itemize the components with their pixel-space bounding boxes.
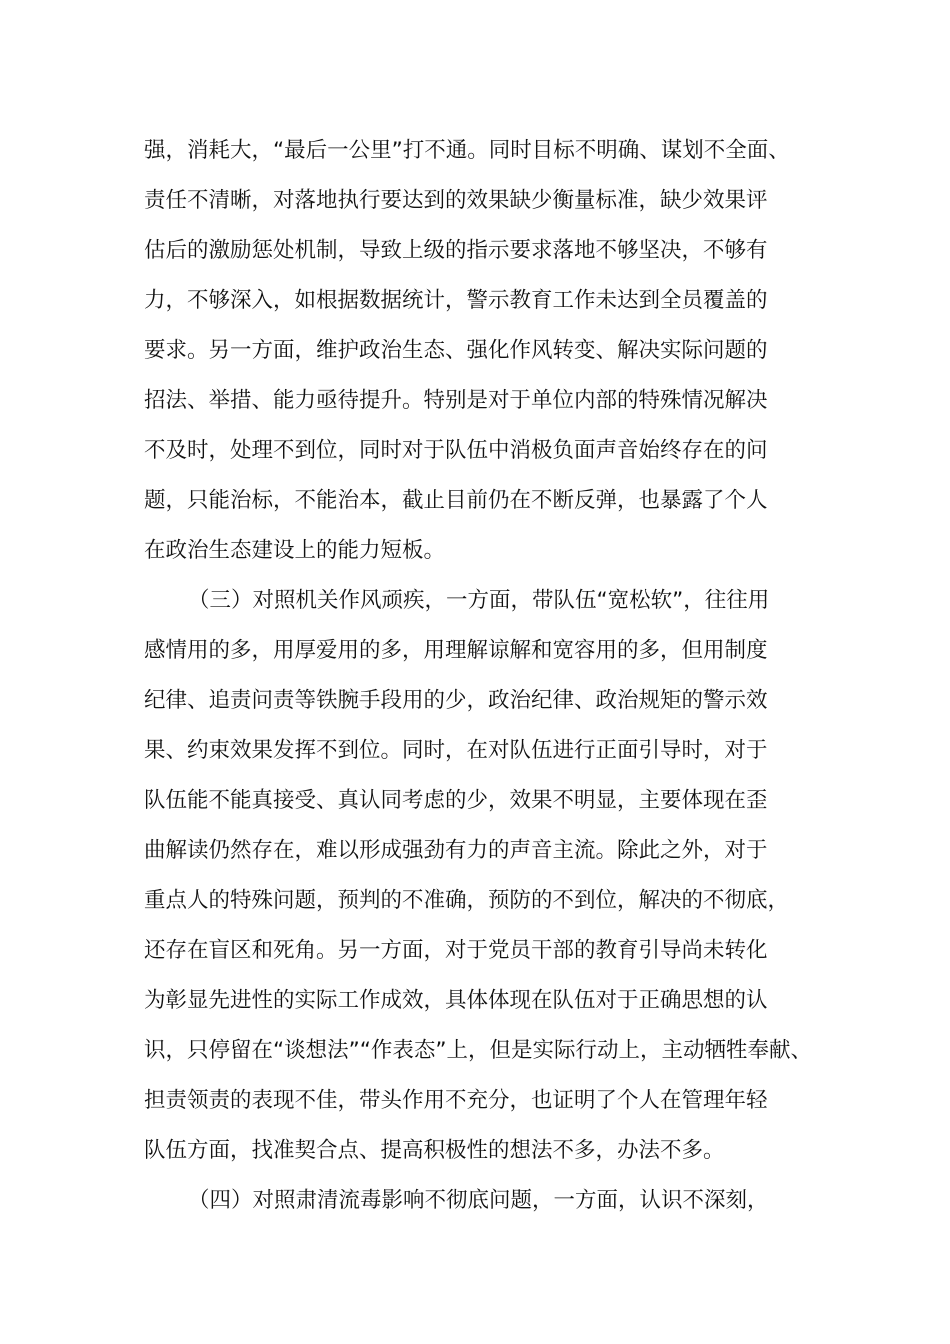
text-line: 还存在盲区和死角。另一方面，对于党员干部的教育引导尚未转化 (144, 938, 768, 963)
text-line: 重点人的特殊问题，预判的不准确，预防的不到位，解决的不彻底， (144, 888, 790, 913)
text-line: 队伍方面，找准契合点、提高积极性的想法不多，办法不多。 (144, 1138, 725, 1163)
text-line: 感情用的多，用厚爱用的多，用理解谅解和宽容用的多，但用制度 (144, 638, 768, 663)
text-line: 在政治生态建设上的能力短板。 (144, 538, 446, 563)
text-line: 担责领责的表现不佳，带头作用不充分，也证明了个人在管理年轻 (144, 1088, 768, 1113)
text-line: 纪律、追责问责等铁腕手段用的少，政治纪律、政治规矩的警示效 (144, 688, 768, 713)
text-line: 为彰显先进性的实际工作成效，具体体现在队伍对于正确思想的认 (144, 988, 768, 1013)
text-line: 识，只停留在“谈想法”“作表态”上，但是实际行动上，主动牺牲奉献、 (144, 1038, 813, 1063)
text-line: 招法、举措、能力亟待提升。特别是对于单位内部的特殊情况解决 (144, 388, 768, 413)
text-line: 责任不清晰，对落地执行要达到的效果缺少衡量标准，缺少效果评 (144, 188, 768, 213)
text-line: 果、约束效果发挥不到位。同时，在对队伍进行正面引导时，对于 (144, 738, 768, 763)
text-line: 题，只能治标，不能治本，截止目前仍在不断反弹，也暴露了个人 (144, 488, 768, 513)
text-line: 不及时，处理不到位，同时对于队伍中消极负面声音始终存在的问 (144, 438, 768, 463)
text-line: 估后的激励惩处机制，导致上级的指示要求落地不够坚决，不够有 (144, 238, 768, 263)
text-line: 队伍能不能真接受、真认同考虑的少，效果不明显，主要体现在歪 (144, 788, 768, 813)
text-line: 力，不够深入，如根据数据统计，警示教育工作未达到全员覆盖的 (144, 288, 768, 313)
text-line: 强，消耗大，“最后一公里”打不通。同时目标不明确、谋划不全面、 (144, 138, 790, 163)
text-line: 曲解读仍然存在，难以形成强劲有力的声音主流。除此之外，对于 (144, 838, 768, 863)
paragraph-start-line: （四）对照肃清流毒影响不彻底问题，一方面，认识不深刻， (188, 1188, 769, 1213)
paragraph-start-line: （三）对照机关作风顽疾，一方面，带队伍“宽松软”，往往用 (188, 588, 770, 613)
body-text (144, 126, 834, 1226)
text-line: 要求。另一方面，维护政治生态、强化作风转变、解决实际问题的 (144, 338, 768, 363)
